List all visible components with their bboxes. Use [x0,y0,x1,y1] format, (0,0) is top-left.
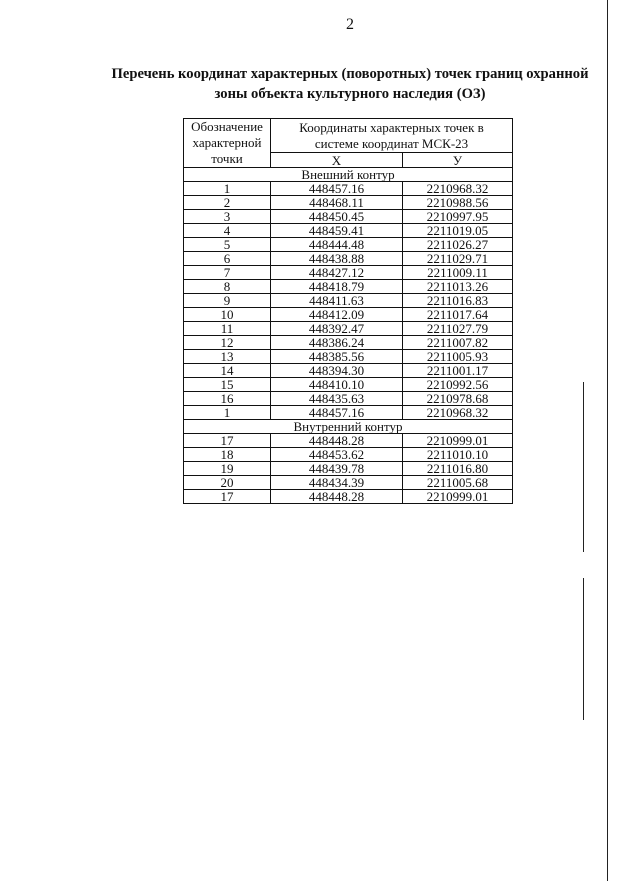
point-cell: 18 [184,448,271,462]
x-cell: 448385.56 [271,350,403,364]
point-cell: 15 [184,378,271,392]
coordinates-table [183,118,513,504]
margin-mark [583,578,584,720]
title-line-1: Перечень координат характерных (поворотных) точек границ охранной [111,66,589,82]
header-coordinates-line: Координаты характерных точек в [299,119,484,135]
point-cell: 16 [184,392,271,406]
y-cell: 2210988.56 [403,196,513,210]
table-row [184,196,513,210]
x-cell: 448439.78 [271,462,403,476]
table-row [184,294,513,308]
y-cell: 2211016.80 [403,462,513,476]
coordinates-table-body [184,119,513,504]
table-row [184,462,513,476]
x-cell: 448394.30 [271,364,403,378]
x-cell: 448450.45 [271,210,403,224]
y-cell: 2211009.11 [403,266,513,280]
point-cell: 10 [184,308,271,322]
point-cell: 17 [184,434,271,448]
header-coordinates-line: системе координат МСК-23 [314,135,469,151]
y-cell: 2210999.01 [403,490,513,504]
point-cell: 1 [184,406,271,420]
margin-mark [583,382,584,552]
y-cell: 2210999.01 [403,434,513,448]
point-cell: 2 [184,196,271,210]
header-x: Х [271,153,403,168]
page-number: 2 [346,16,354,33]
header-coordinates [271,119,513,153]
header-point-designation [184,119,271,168]
x-cell: 448434.39 [271,476,403,490]
table-row [184,434,513,448]
point-cell: 1 [184,182,271,196]
point-cell: 3 [184,210,271,224]
y-cell: 2211016.83 [403,294,513,308]
table-row [184,224,513,238]
point-cell: 13 [184,350,271,364]
table-row [184,252,513,266]
x-cell: 448468.11 [271,196,403,210]
point-cell: 14 [184,364,271,378]
x-cell: 448392.47 [271,322,403,336]
point-cell: 5 [184,238,271,252]
table-row [184,448,513,462]
y-cell: 2211005.68 [403,476,513,490]
right-margin-line [607,0,608,881]
header-point-line: характерной [192,135,262,150]
point-cell: 6 [184,252,271,266]
table-header-row [184,119,513,153]
x-cell: 448438.88 [271,252,403,266]
y-cell: 2211013.26 [403,280,513,294]
table-row [184,406,513,420]
y-cell: 2211029.71 [403,252,513,266]
table-row [184,182,513,196]
x-cell: 448410.10 [271,378,403,392]
section-row [184,420,513,434]
table-row [184,210,513,224]
y-cell: 2211026.27 [403,238,513,252]
x-cell: 448448.28 [271,490,403,504]
point-cell: 19 [184,462,271,476]
y-cell: 2210968.32 [403,406,513,420]
x-cell: 448444.48 [271,238,403,252]
y-cell: 2211027.79 [403,322,513,336]
y-cell: 2211010.10 [403,448,513,462]
point-cell: 4 [184,224,271,238]
table-row [184,364,513,378]
x-cell: 448435.63 [271,392,403,406]
header-point-line: точки [211,151,243,166]
title-line-2: зоны объекта культурного наследия (ОЗ) [214,86,486,102]
y-cell: 2211017.64 [403,308,513,322]
x-cell: 448411.63 [271,294,403,308]
x-cell: 448459.41 [271,224,403,238]
x-cell: 448457.16 [271,406,403,420]
header-y: У [403,153,513,168]
point-cell: 12 [184,336,271,350]
section-name: Внешний контур [184,168,513,182]
x-cell: 448418.79 [271,280,403,294]
y-cell: 2211001.17 [403,364,513,378]
section-row [184,168,513,182]
y-cell: 2210968.32 [403,182,513,196]
x-cell: 448453.62 [271,448,403,462]
point-cell: 9 [184,294,271,308]
table-row [184,350,513,364]
table-row [184,490,513,504]
x-cell: 448427.12 [271,266,403,280]
x-cell: 448457.16 [271,182,403,196]
table-row [184,378,513,392]
table-row [184,238,513,252]
y-cell: 2210997.95 [403,210,513,224]
point-cell: 7 [184,266,271,280]
x-cell: 448412.09 [271,308,403,322]
table-row [184,266,513,280]
x-cell: 448386.24 [271,336,403,350]
table-row [184,476,513,490]
table-row [184,308,513,322]
header-point-line: Обозначение [191,119,263,134]
point-cell: 20 [184,476,271,490]
table-row [184,336,513,350]
table-row [184,322,513,336]
point-cell: 17 [184,490,271,504]
y-cell: 2210992.56 [403,378,513,392]
table-row [184,392,513,406]
y-cell: 2211007.82 [403,336,513,350]
point-cell: 11 [184,322,271,336]
document-title [96,64,604,104]
point-cell: 8 [184,280,271,294]
y-cell: 2211019.05 [403,224,513,238]
y-cell: 2210978.68 [403,392,513,406]
x-cell: 448448.28 [271,434,403,448]
section-name: Внутренний контур [184,420,513,434]
table-row [184,280,513,294]
y-cell: 2211005.93 [403,350,513,364]
